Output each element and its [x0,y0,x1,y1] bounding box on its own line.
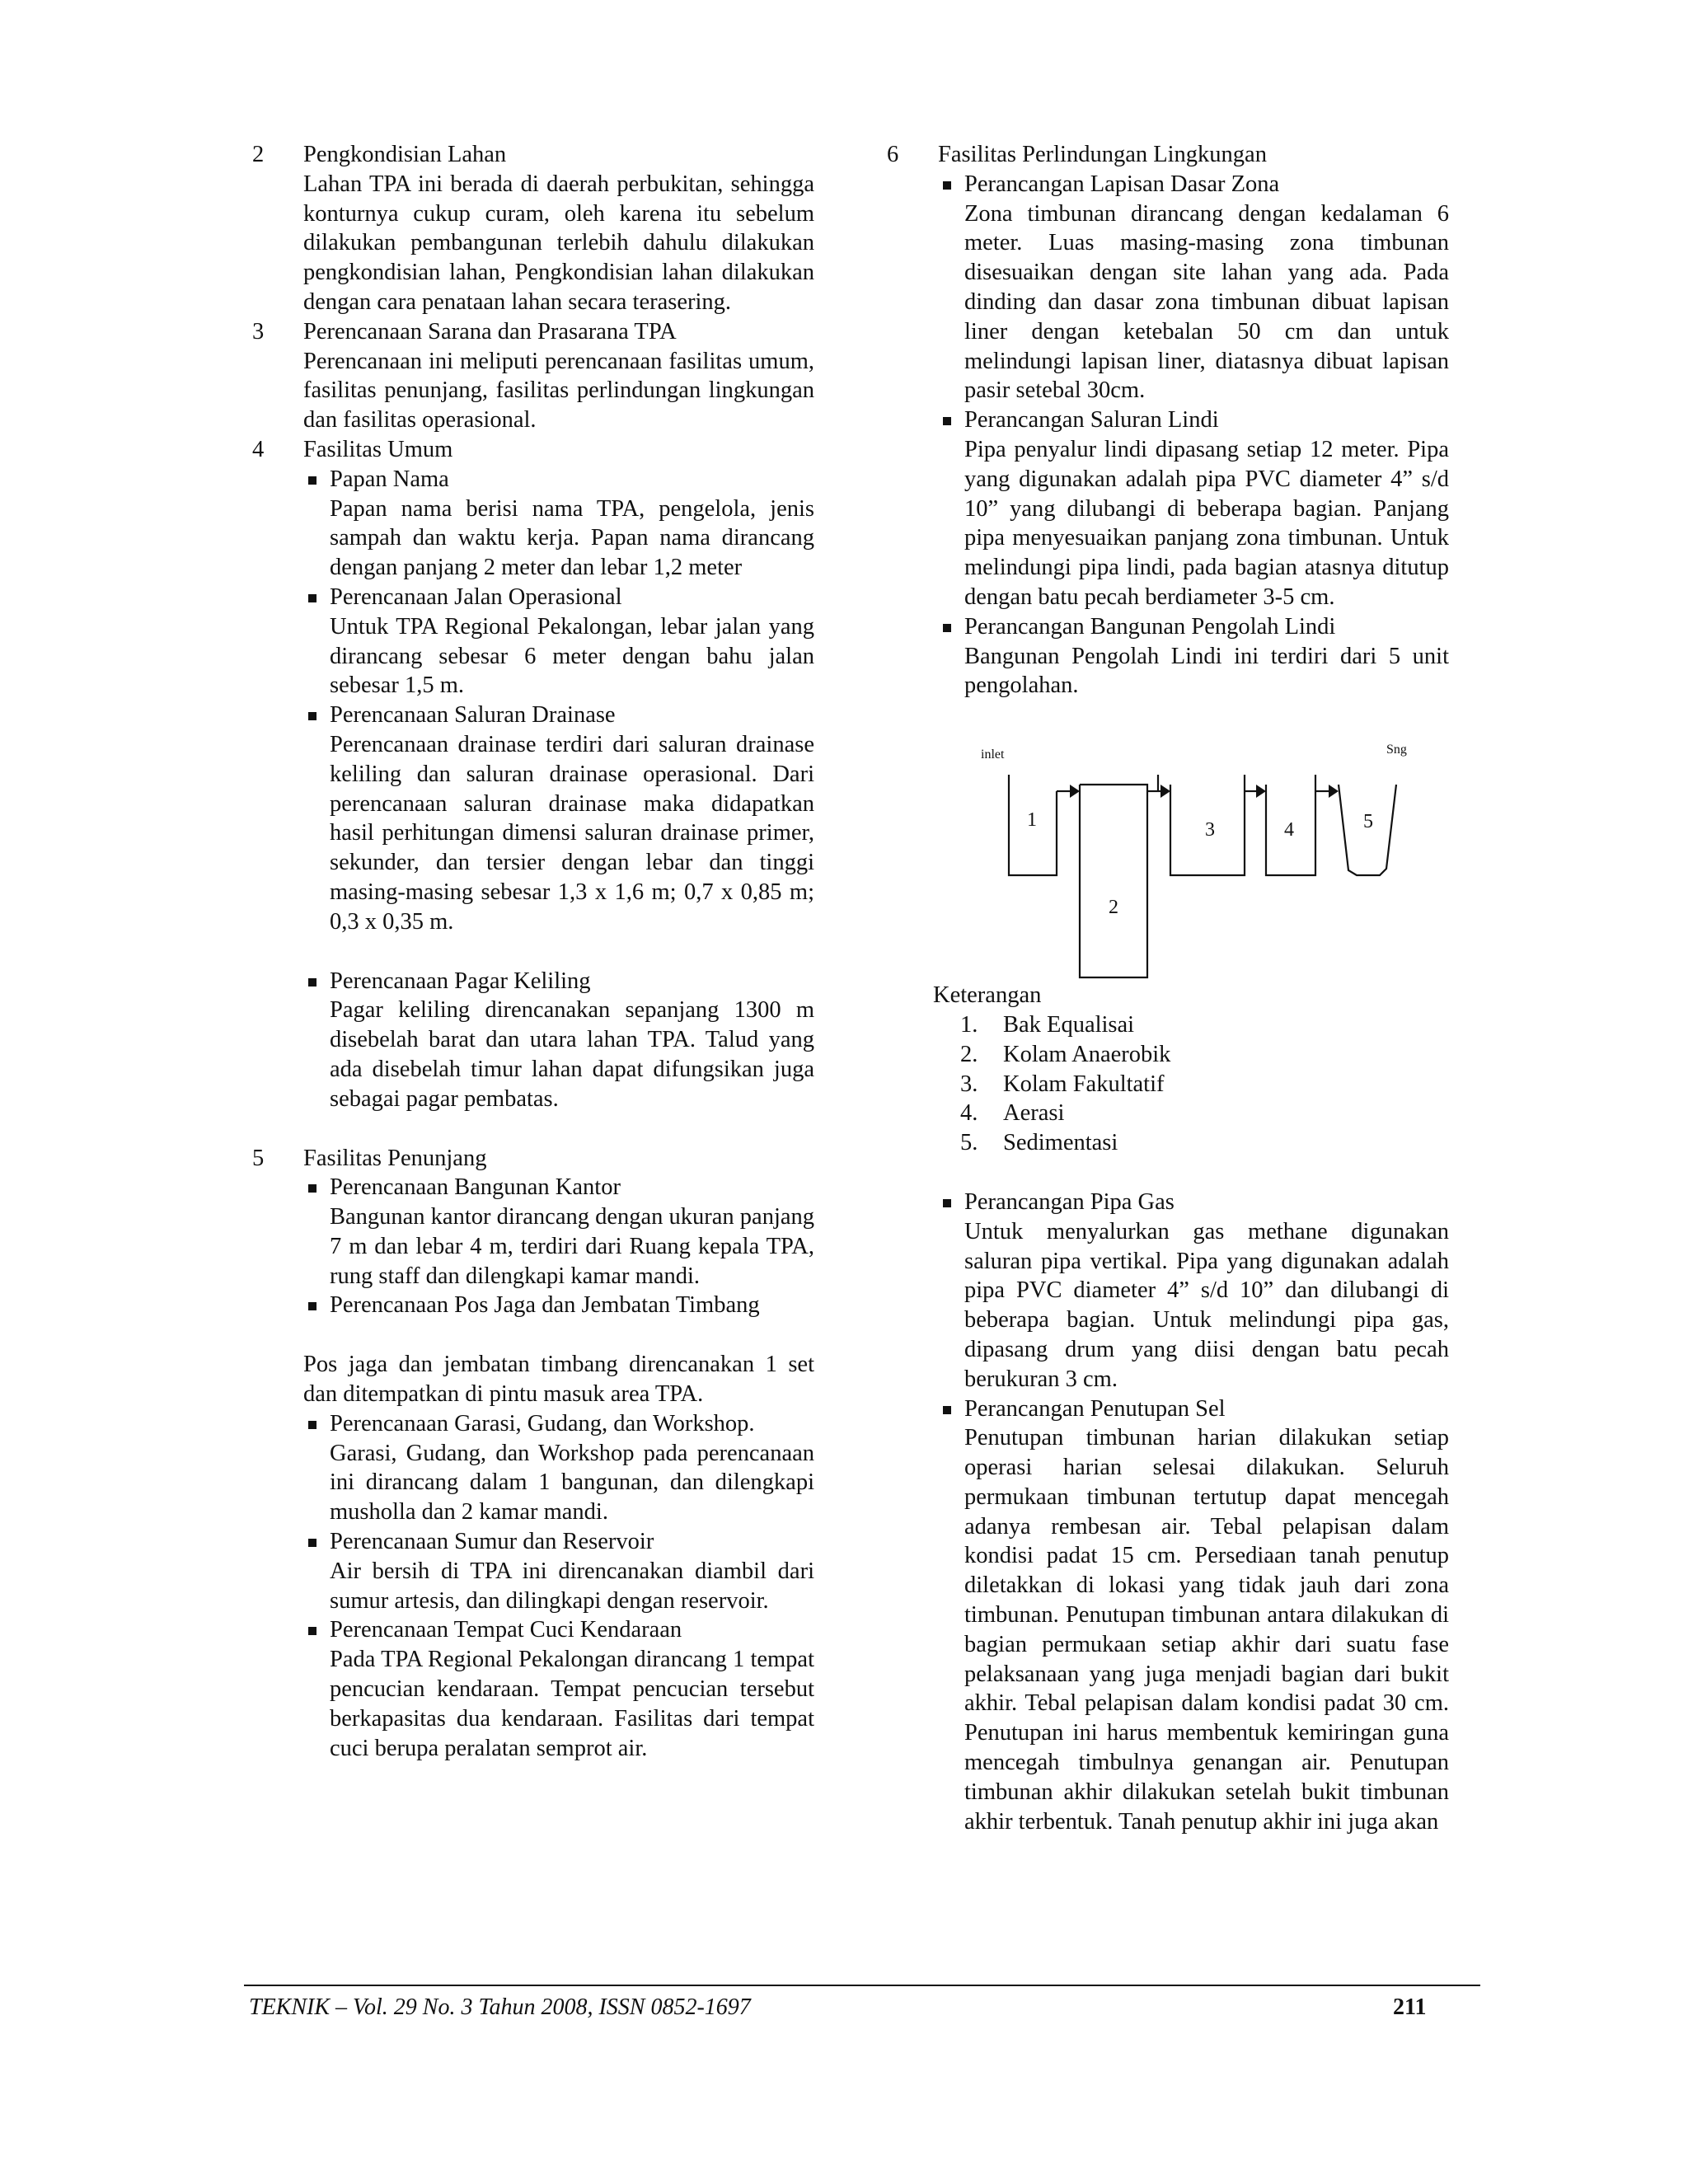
bullet-title: Perencanaan Pagar Keliling [330,968,591,994]
list-item: 4. Aerasi [960,1100,1065,1127]
section-6-continued [882,1188,1449,1837]
bullet-square-icon [305,1291,330,1320]
bullet-square-icon [305,701,330,936]
unit-1-label: 1 [1027,809,1037,832]
bullet-item [940,612,1449,701]
bullet-text: Untuk menyalurkan gas methane digunakan saluran pipa vertikal. Pipa yang digunakan adalah pipa PVC diameter 4” s/d 10” dan dilubangi di beberapa bagian. Untuk melindungi pipa gas, dipasang drum yang diisi dengan batu pecah berukuran 3 cm. [964,1218,1449,1392]
bullet-text: Untuk TPA Regional Pekalongan, lebar jalan yang dirancang sebesar 6 meter dengan bahu jalan sebesar 1,5 m. [330,613,814,699]
section-text: Perencanaan ini meliputi perencanaan fasilitas umum, fasilitas penunjang, fasilitas perlindungan lingkungan dan fasilitas operasional. [303,348,814,434]
section-number: 5 [252,1145,265,1171]
section-text: Lahan TPA ini berada di daerah perbukitan, sehingga konturnya cukup curam, oleh karena itu sebelum dilakukan pembangunan terlebih dahulu dilakukan pengkondisian lahan, Pengkondisian lahan dilakukan dengan cara penataan lahan secara terasering. [303,171,814,315]
treatment-diagram-svg [882,733,1449,981]
bullet-title: Perencanaan Jalan Operasional [330,583,622,610]
flow-arrow-head [1329,785,1339,798]
bullet-title: Perancangan Lapisan Dasar Zona [964,171,1280,197]
keterangan-list [882,1010,1449,1158]
page-number: 211 [1393,1994,1427,2020]
section-number: 2 [252,142,265,167]
section-title: Fasilitas Perlindungan Lingkungan [938,142,1267,167]
bullet-text: Pada TPA Regional Pekalongan dirancang 1 tempat pencucian kendaraan. Tempat pencucian tersebut berkapasitas dua kendaraan. Fasilitas dari tempat cuci berupa peralatan semprot air. [330,1647,814,1761]
bullet-item [305,1409,814,1527]
bullet-text: Perencanaan drainase terdiri dari saluran drainase keliling dan saluran drainase operasional. Dari perencanaan saluran drainase maka didapatkan hasil perhitungan dimensi saluran drainase primer, sekunder, dan tersier dengan lebar dan tinggi masing-masing sebesar 1,3 x 1,6 m; 0,7 x 0,85 m; 0,3 x 0,35 m. [330,731,814,935]
bullet-item [305,701,814,936]
bullet-title: Perencanaan Sumur dan Reservoir [330,1529,654,1555]
bullet-text: Air bersih di TPA ini direncanakan diambil dari sumur artesis, dan dilingkapi dengan reservoir. [330,1558,814,1614]
list-item: 5. Sedimentasi [960,1130,1118,1156]
bullet-square-icon [305,1527,330,1615]
treatment-diagram [882,733,1449,981]
unit-5-label: 5 [1363,811,1373,833]
section-5 [247,1144,814,1764]
list-item: 3. Kolam Fakultatif [960,1071,1165,1097]
footer-journal: TEKNIK – Vol. 29 No. 3 Tahun 2008, ISSN 0852-1697 [249,1994,751,2020]
bullet-title: Perancangan Penutupan Sel [964,1395,1226,1422]
bullet-item [305,1291,814,1320]
bullet-square-icon [305,967,330,1114]
paragraph: Pos jaga dan jembatan timbang direncanakan 1 set dan ditempatkan di pintu masuk area TPA. [303,1352,814,1408]
section-title: Fasilitas Penunjang [303,1145,487,1171]
bullet-title: Perencanaan Tempat Cuci Kendaraan [330,1617,682,1643]
footer-rule [244,1985,1480,1986]
section-number: 6 [887,142,899,167]
keterangan-title: Keterangan [933,982,1042,1009]
section-title: Fasilitas Umum [303,436,453,462]
bullet-item [305,1173,814,1291]
bullet-square-icon [940,1188,964,1394]
bullet-title: Perancangan Pipa Gas [964,1188,1175,1215]
section-number: 4 [252,436,265,462]
outlet-label: Sng [1386,743,1407,757]
section-6 [882,140,1449,701]
section-number: 3 [252,318,265,344]
bullet-item [940,405,1449,612]
section-title: Pengkondisian Lahan [303,142,507,167]
bullet-text: Bangunan Pengolah Lindi ini terdiri dari 5 unit pengolahan. [964,643,1449,699]
bullet-text: Penutupan timbunan harian dilakukan setiap operasi harian selesai dilakukan. Seluruh permukaan timbunan tertutup dapat mencegah adanya rembesan air. Tebal pelapisan dalam kondisi padat 15 cm. Persediaan tanah penutup diletakkan di lokasi yang tidak jauh dari zona timbunan. Penutupan timbunan antara dilakukan di bagian permukaan setiap akhir dari suatu fase pelaksanaan yang juga menjadi bagian dari bukit akhir. Tebal pelapisan dalam kondisi padat 30 cm. Penutupan ini harus membentuk kemiringan guna mencegah timbulnya genangan air. Penutupan timbunan akhir dilakukan setelah bukit timbunan akhir terbentuk. Tanah penutup akhir ini juga akan [964,1425,1449,1835]
bullet-text: Pipa penyalur lindi dipasang setiap 12 meter. Pipa yang digunakan adalah pipa PVC diameter 4” s/d 10” yang dilubangi di beberapa bagian. Panjang pipa menyesuaikan panjang zona timbunan. Untuk melindungi pipa lindi, pada bagian atasnya ditutup dengan batu pecah berdiameter 3-5 cm. [964,436,1449,610]
section-2 [247,140,814,317]
section-title: Perencanaan Sarana dan Prasarana TPA [303,318,677,344]
bullet-title: Perancangan Saluran Lindi [964,407,1219,434]
left-column [247,140,814,1763]
bullet-item [305,465,814,583]
bullet-title: Perencanaan Garasi, Gudang, dan Workshop. [330,1410,755,1436]
bullet-text: Garasi, Gudang, dan Workshop pada perencanaan ini dirancang dalam 1 bangunan, dan dilengkapi musholla dan 2 kamar mandi. [330,1440,814,1526]
bullet-text: Pagar keliling direncanakan sepanjang 1300 m disebelah barat dan utara lahan TPA. Talud yang ada disebelah timur lahan dapat difungsikan juga sebagai pagar pembatas. [330,997,814,1112]
bullet-title: Perencanaan Bangunan Kantor [330,1174,621,1201]
bullet-item [305,1527,814,1615]
section-3 [247,317,814,435]
bullet-square-icon [940,405,964,612]
list-item: 1. Bak Equalisai [960,1011,1135,1038]
unit-3-label: 3 [1205,819,1215,841]
flow-arrow-head [1256,785,1266,798]
bullet-square-icon [940,1394,964,1837]
bullet-item [940,170,1449,405]
unit-4-label: 4 [1284,819,1294,841]
bullet-square-icon [305,1173,330,1291]
bullet-title: Papan Nama [330,466,449,492]
bullet-title: Perancangan Bangunan Pengolah Lindi [964,613,1336,640]
bullet-square-icon [305,465,330,583]
bullet-title: Perencanaan Pos Jaga dan Jembatan Timbang [330,1292,760,1319]
unit-2-label: 2 [1109,897,1118,919]
list-item: 2. Kolam Anaerobik [960,1041,1171,1067]
right-column [882,140,1449,1836]
bullet-square-icon [305,583,330,701]
bullet-square-icon [305,1409,330,1527]
bullet-item [305,583,814,701]
bullet-item [940,1188,1449,1394]
bullet-square-icon [940,612,964,701]
bullet-text: Papan nama berisi nama TPA, pengelola, jenis sampah dan waktu kerja. Papan nama dirancang dengan panjang 2 meter dan lebar 1,2 meter [330,495,814,581]
bullet-item [305,1615,814,1763]
unit-2-tank [1080,785,1147,977]
bullet-square-icon [305,1615,330,1763]
bullet-text: Zona timbunan dirancang dengan kedalaman 6 meter. Luas masing-masing zona timbunan disesuaikan dengan site lahan yang ada. Pada dinding dan dasar zona timbunan dibuat lapisan liner dengan ketebalan 50 cm dan untuk melindungi lapisan liner, diatasnya dibuat lapisan pasir setebal 30cm. [964,200,1449,404]
section-4 [247,435,814,1114]
flow-arrow-head [1070,785,1080,798]
bullet-text: Bangunan kantor dirancang dengan ukuran panjang 7 m dan lebar 4 m, terdiri dari Ruang kepala TPA, rung staff dan dilengkapi kamar mandi. [330,1204,815,1289]
flow-arrow-head [1160,785,1170,798]
bullet-item [940,1394,1449,1837]
bullet-square-icon [940,170,964,405]
inlet-label: inlet [981,748,1005,762]
bullet-item [305,967,814,1114]
bullet-title: Perencanaan Saluran Drainase [330,702,616,729]
